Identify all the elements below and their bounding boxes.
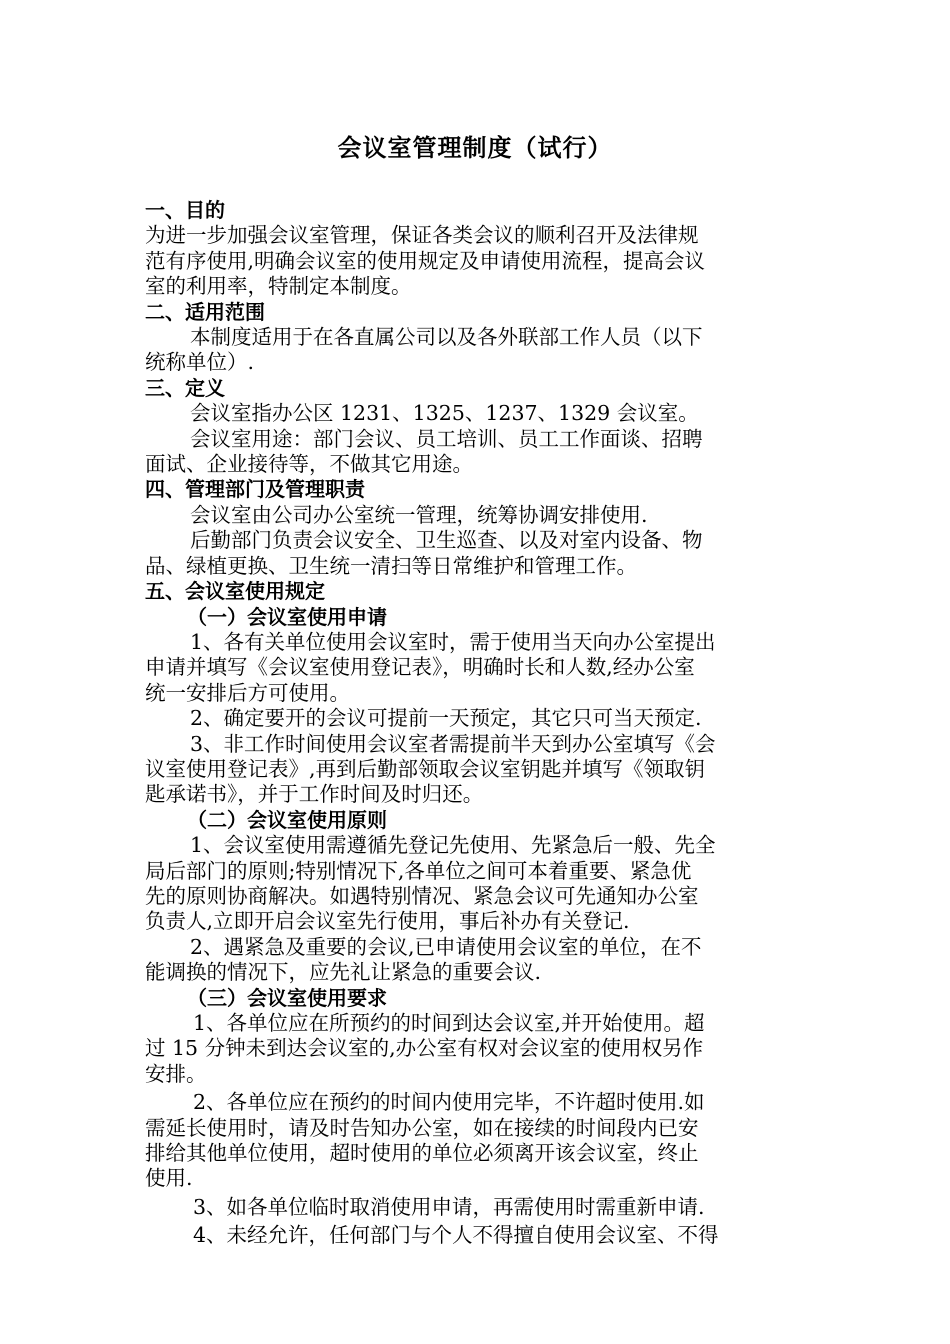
paragraph-line: 排给其他单位使用，超时使用的单位必须离开该会议室，终止 <box>145 1141 699 1166</box>
subsection-heading: （二）会议室使用原则 <box>187 807 387 832</box>
paragraph-line: 申请并填写《会议室使用登记表》，明确时长和人数,经办公室 <box>145 655 695 680</box>
paragraph-line: 会议室用途：部门会议、员工培训、员工工作面谈、招聘 <box>190 426 703 451</box>
paragraph-line: 匙承诺书》，并于工作时间及时归还。 <box>145 782 484 807</box>
paragraph-line: 需延长使用时，请及时告知办公室，如在接续的时间段内已安 <box>145 1115 699 1140</box>
document-title: 会议室管理制度（试行） <box>337 134 613 162</box>
paragraph-line: 2、遇紧急及重要的会议,已申请使用会议室的单位，在不 <box>190 934 702 959</box>
paragraph-line: 1、各有关单位使用会议室时，需于使用当天向办公室提出 <box>190 629 716 654</box>
section-heading: 二、适用范围 <box>145 299 265 324</box>
paragraph-line: 统一安排后方可使用。 <box>145 680 350 705</box>
paragraph-line: 能调换的情况下，应先礼让紧急的重要会议. <box>145 960 542 985</box>
paragraph-line: 范有序使用,明确会议室的使用规定及申请使用流程，提高会议 <box>145 248 706 273</box>
paragraph-line: 面试、企业接待等，不做其它用途。 <box>145 452 473 477</box>
paragraph-line: 1、会议室使用需遵循先登记先使用、先紧急后一般、先全 <box>190 833 716 858</box>
document-body <box>145 198 811 1249</box>
paragraph-line: 本制度适用于在各直属公司以及各外联部工作人员（以下 <box>190 325 703 350</box>
paragraph-line: 统称单位）. <box>145 350 255 375</box>
subsection-heading: （三）会议室使用要求 <box>187 985 387 1010</box>
paragraph-line: 3、如各单位临时取消使用申请，再需使用时需重新申请. <box>193 1194 705 1219</box>
paragraph-line: 2、确定要开的会议可提前一天预定，其它只可当天预定. <box>190 706 702 731</box>
subsection-heading: （一）会议室使用申请 <box>187 604 387 629</box>
paragraph-line: 为进一步加强会议室管理，保证各类会议的顺利召开及法律规 <box>145 223 699 248</box>
paragraph-line: 品、绿植更换、卫生统一清扫等日常维护和管理工作。 <box>145 553 637 578</box>
paragraph-line: 室的利用率，特制定本制度。 <box>145 274 412 299</box>
paragraph-line: 先的原则协商解决。如遇特别情况、紧急会议可先通知办公室 <box>145 883 699 908</box>
paragraph-line: 使用. <box>145 1166 193 1191</box>
section-heading: 四、管理部门及管理职责 <box>145 477 365 502</box>
paragraph-line: 后勤部门负责会议安全、卫生巡查、以及对室内设备、物 <box>190 528 703 553</box>
paragraph-line: 安排。 <box>145 1061 207 1086</box>
paragraph-line: 2、各单位应在预约的时间内使用完毕，不许超时使用.如 <box>193 1090 705 1115</box>
paragraph-line: 会议室指办公区 1231、1325、1237、1329 会议室。 <box>190 401 699 426</box>
paragraph-line: 过 15 分钟未到达会议室的,办公室有权对会议室的使用权另作 <box>145 1036 704 1061</box>
paragraph-line: 会议室由公司办公室统一管理，统筹协调安排使用. <box>190 502 648 527</box>
paragraph-line: 1、各单位应在所预约的时间到达会议室,并开始使用。超 <box>193 1011 705 1035</box>
paragraph-line: 局后部门的原则;特别情况下,各单位之间可本着重要、紧急优 <box>145 858 692 883</box>
section-heading: 一、目的 <box>145 198 225 222</box>
paragraph-line: 议室使用登记表》,再到后勤部领取会议室钥匙并填写《领取钥 <box>145 756 706 781</box>
paragraph-line: 负责人,立即开启会议室先行使用，事后补办有关登记. <box>145 909 630 934</box>
paragraph-line: 3、非工作时间使用会议室者需提前半天到办公室填写《会 <box>190 731 716 756</box>
section-heading: 五、会议室使用规定 <box>145 579 325 604</box>
paragraph-line: 4、未经允许，任何部门与个人不得擅自使用会议室、不得 <box>193 1223 719 1248</box>
section-heading: 三、定义 <box>145 375 225 400</box>
